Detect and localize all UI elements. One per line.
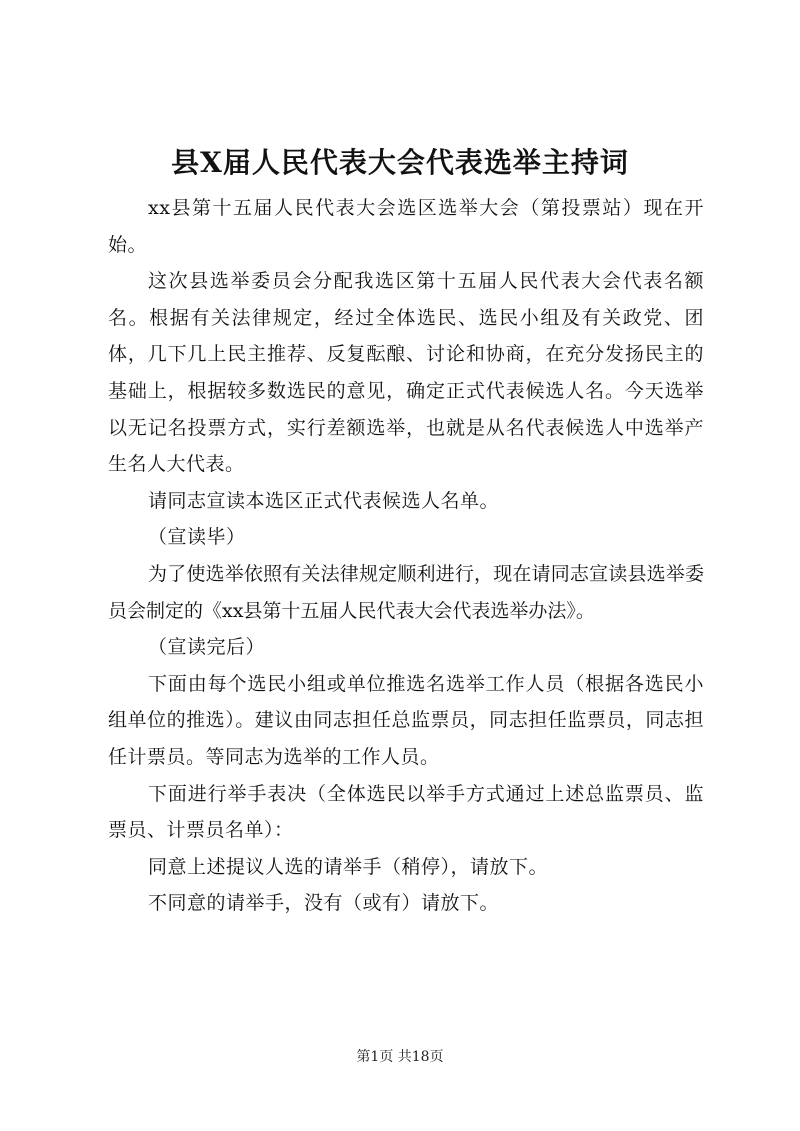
document-title: 县X届人民代表大会代表选举主持词 (171, 146, 629, 179)
paragraph-staff: 下面由每个选民小组或单位推选名选举工作人员（根据各选民小组单位的推选）。建议由同志担任总监票员，同志担任监票员，同志担任计票员。等同志为选举的工作人员。 (108, 672, 704, 768)
paragraph-opening: xx县第十五届人民代表大会选区选举大会（第投票站）现在开始。 (108, 197, 704, 256)
paragraph-read-after: （宣读完后） (148, 636, 266, 659)
paragraph-agree: 同意上述提议人选的请举手（稍停），请放下。 (148, 855, 549, 878)
page-footer: 第1页 共18页 (356, 1049, 444, 1065)
paragraph-read-done: （宣读毕） (148, 526, 246, 549)
paragraph-read-list: 请同志宣读本选区正式代表候选人名单。 (148, 489, 500, 512)
paragraph-election-rules: 为了使选举依照有关法律规定顺利进行，现在请同志宣读县选举委员会制定的《xx县第十五届人民代表大会代表选举办法》。 (108, 562, 704, 622)
paragraph-vote: 下面进行举手表决（全体选民以举手方式通过上述总监票员、监票员、计票员名单）： (108, 782, 704, 842)
paragraph-disagree: 不同意的请举手，没有（或有）请放下。 (148, 892, 500, 915)
paragraph-quota: 这次县选举委员会分配我选区第十五届人民代表大会代表名额名。根据有关法律规定，经过全体选民、选民小组及有关政党、团体，几下几上民主推荐、反复酝酿、讨论和协商，在充分发扬民主的基础上，根据较多数选民的意见，确定正式代表候选人名。今天选举以无记名投票方式，实行差额选举，也就是从名代表候选人中选举产生名人大代表。 (108, 270, 704, 476)
document-body (108, 190, 704, 922)
